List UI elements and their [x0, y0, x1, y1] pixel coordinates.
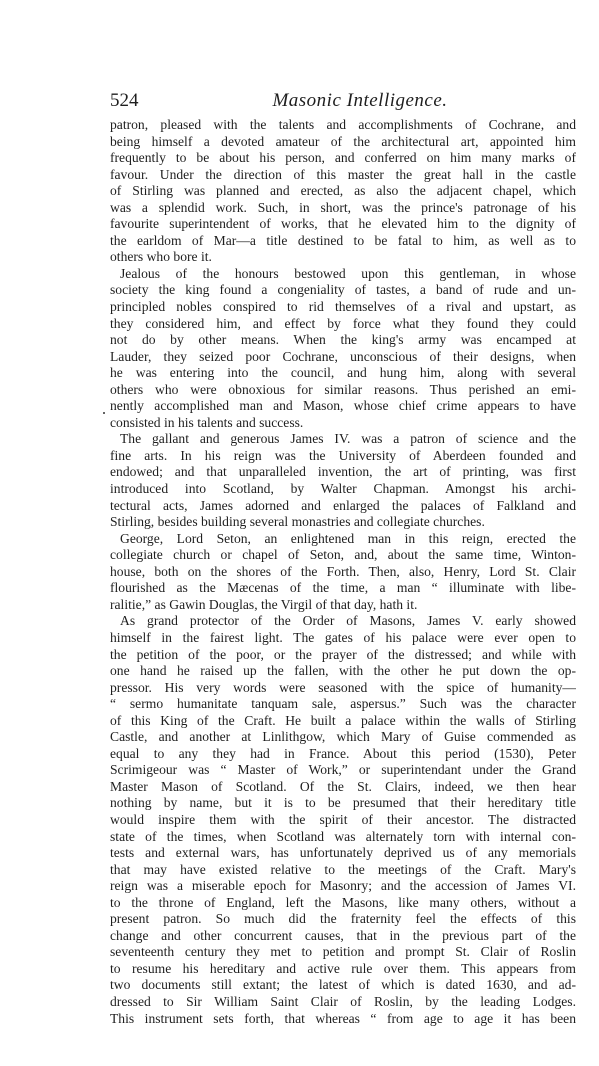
text-line: one hand he raised up the fallen, with the other he put down the op- [110, 663, 576, 679]
page-number: 524 [110, 90, 139, 111]
paragraph-start-line: The gallant and generous James IV. was a patron of science and the [120, 431, 576, 447]
text-line: two documents still extant; the latest of which is dated 1630, and ad- [110, 977, 576, 993]
paragraph-start-line: As grand protector of the Order of Masons, James V. early showed [120, 613, 576, 629]
text-line: Master Mason of Scotland. Of the St. Clairs, indeed, we then hear [110, 778, 576, 794]
text-line: endowed; and that unparalleled invention, the art of printing, was first [110, 464, 576, 480]
text-line: the petition of the poor, or the prayer of the distressed; and while with [110, 646, 576, 662]
page-header [110, 90, 576, 112]
text-line: would inspire them with the spirit of their ancestor. The distracted [110, 811, 576, 827]
text-line: to the throne of England, left the Masons, like many others, without a [110, 894, 576, 910]
text-line: fine arts. In his reign was the University of Aberdeen founded and [110, 447, 576, 463]
paragraph-end-line: consisted in his talents and success. [110, 414, 304, 430]
paragraph-end-line: others who bore it. [110, 249, 212, 265]
text-line: pressor. His very words were seasoned with the spice of humanity— [110, 679, 576, 695]
text-line: principled nobles conspired to rid themselves of a rival and upstart, as [110, 299, 576, 315]
text-line: seventeenth century they met to petition and prompt St. Clair of Roslin [110, 944, 576, 960]
text-line: of Stirling was planned and erected, as also the adjacent chapel, which [110, 183, 576, 199]
text-line: to resume his hereditary and active rule over them. This appears from [110, 960, 576, 976]
paragraph-start-line: George, Lord Seton, an enlightened man in this reign, erected the [120, 530, 576, 546]
text-line: nothing by name, but it is to be presumed that their hereditary title [110, 795, 576, 811]
text-line: reign was a miserable epoch for Masonry; and the accession of James VI. [110, 878, 576, 894]
text-line: Scrimigeour was “ Master of Work,” or superintendant under the Grand [110, 762, 576, 778]
paragraph-end-line: ralitie,” as Gawin Douglas, the Virgil of that day, hath it. [110, 596, 418, 612]
margin-mark [103, 412, 105, 414]
text-line: introduced into Scotland, by Walter Chapman. Amongst his archi- [110, 481, 576, 497]
text-line: state of the times, when Scotland was alternately torn with internal con- [110, 828, 576, 844]
text-line: he was entering into the council, and hung him, along with several [110, 365, 576, 381]
text-line: patron, pleased with the talents and accomplishments of Cochrane, and [110, 117, 576, 132]
text-line: tests and external wars, has unfortunately deprived us of any memorials [110, 845, 576, 861]
body-text [110, 117, 576, 1027]
text-line: flourished as the Mæcenas of the time, a man “ illuminate with libe- [110, 580, 576, 596]
text-line: was a splendid work. Such, in short, was the prince's patronage of his [110, 199, 576, 215]
text-line: himself in the fairest light. The gates of his palace were ever open to [110, 629, 576, 645]
text-line: collegiate church or chapel of Seton, and, about the same time, Winton- [110, 547, 576, 563]
text-line: change and other concurrent causes, that in the previous part of the [110, 927, 576, 943]
paragraph-start-line: Jealous of the honours bestowed upon this gentleman, in whose [120, 265, 576, 281]
text-line: dressed to Sir William Saint Clair of Roslin, by the leading Lodges. [110, 993, 576, 1009]
text-line: they considered him, and effect by force what they found they could [110, 315, 576, 331]
text-line: tectural acts, James adorned and enlarged the palaces of Falkland and [110, 497, 576, 513]
text-line: being himself a devoted amateur of the architectural art, appointed him [110, 133, 576, 149]
text-line: This instrument sets forth, that whereas “ from age to age it has been [110, 1010, 576, 1026]
paragraph-end-line: Stirling, besides building several monastries and collegiate churches. [110, 514, 485, 530]
text-line: equal to any they had in France. About this period (1530), Peter [110, 745, 576, 761]
running-head: Masonic Intelligence. [272, 90, 448, 111]
text-line: the earldom of Mar—a title destined to be fatal to him, as well as to [110, 232, 576, 248]
text-line: that may have existed relative to the meetings of the Craft. Mary's [110, 861, 576, 877]
text-line: house, both on the shores of the Forth. Then, also, Henry, Lord St. Clair [110, 563, 576, 579]
text-line: nently accomplished man and Mason, whose chief crime appears to have [110, 398, 576, 414]
text-line: of this King of the Craft. He built a palace within the walls of Stirling [110, 712, 576, 728]
text-line: not do by other means. When the king's army was encamped at [110, 332, 576, 348]
text-line: others who were obnoxious for similar reasons. Thus perished an emi- [110, 381, 576, 397]
text-line: society the king found a congeniality of tastes, a band of rude and un- [110, 282, 576, 298]
text-line: frequently to be about his person, and conferred on him many marks of [110, 150, 576, 166]
text-line: favour. Under the direction of this master the great hall in the castle [110, 166, 576, 182]
text-line: Lauder, they seized poor Cochrane, unconscious of their designs, when [110, 348, 576, 364]
text-line: favourite superintendent of works, that he elevated him to the dignity of [110, 216, 576, 232]
text-line: Castle, and another at Linlithgow, which Mary of Guise commended as [110, 729, 576, 745]
text-line: present patron. So much did the fraternity feel the effects of this [110, 911, 576, 927]
text-line: “ sermo humanitate tanquam sale, aspersus.” Such was the character [110, 696, 576, 712]
